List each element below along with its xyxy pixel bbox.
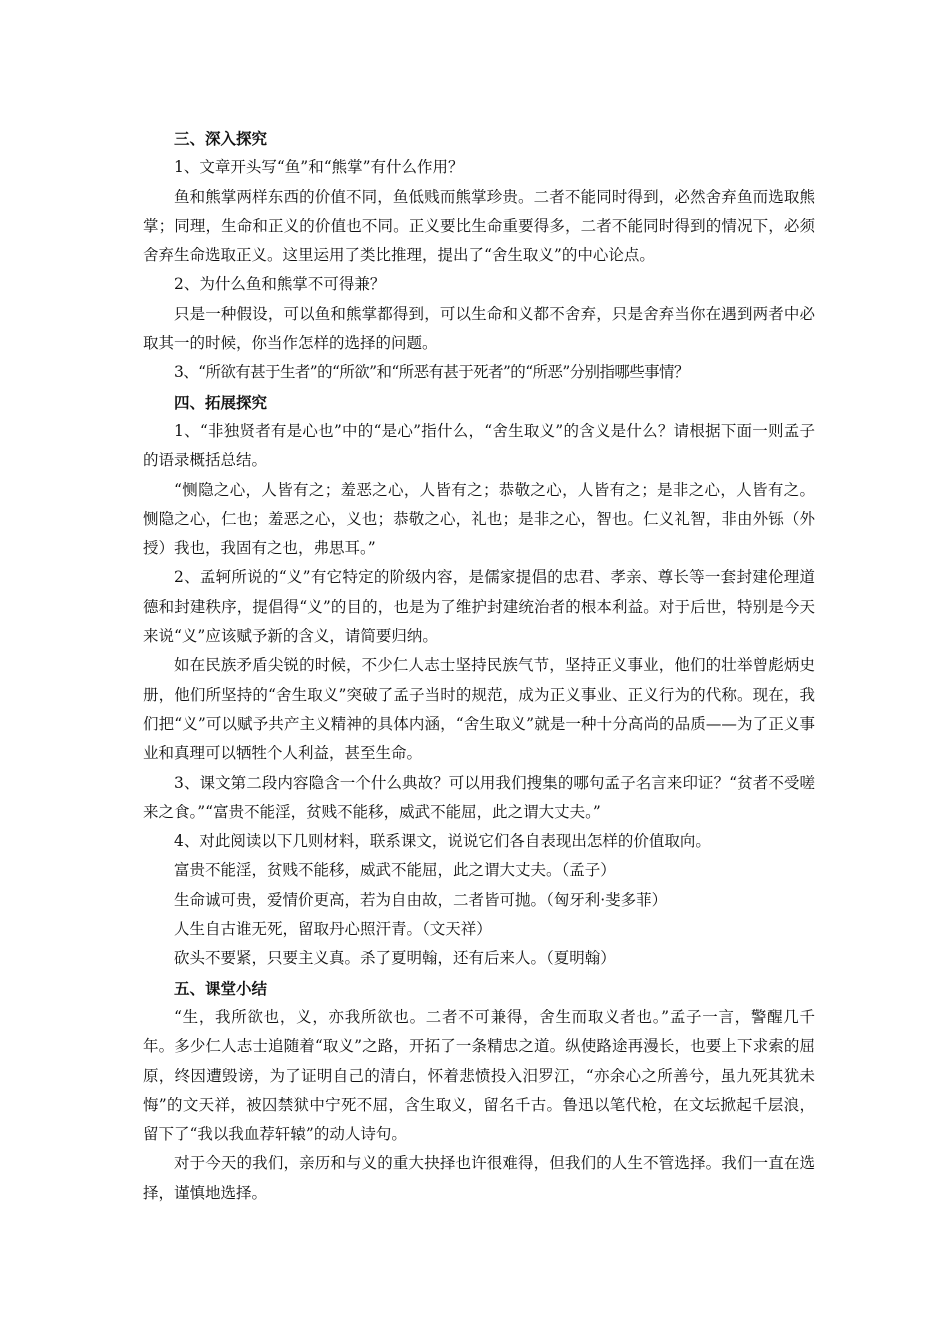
material-3: 人生自古谁无死，留取丹心照汗青。（文天祥） (174, 920, 492, 939)
question-3: 3、“所欲有甚于生者”的“所欲”和“所恶有甚于死者”的“所恶”分别指哪些事情？ (174, 363, 689, 382)
question-4-2: 2、孟轲所说的“义”有它特定的阶级内容，是儒家提倡的忠君、孝亲、尊长等一套封建伦理道德和封建秩序，提倡得“义”的目的，也是为了维护封建统治者的根本利益。对于后世，特别是今天来说“义”应该赋予新的含义，请简要归纳。 (143, 568, 815, 646)
question-4-3: 3、课文第二段内容隐含一个什么典故？可以用我们搜集的哪句孟子名言来印证？“贫者不受嗟来之食。”“富贵不能淫，贫贱不能移，威武不能屈，此之谓大丈夫。” (143, 773, 815, 821)
material-2: 生命诚可贵，爱情价更高，若为自由故，二者皆可抛。（匈牙利·斐多菲） (174, 890, 668, 909)
material-4: 砍头不要紧，只要主义真。杀了夏明翰，还有后来人。（夏明翰） (174, 949, 616, 968)
question-4-1: 1、“非独贤者有是心也”中的“是心”指什么，“舍生取义”的含义是什么？请根据下面一则孟子的语录概括总结。 (143, 421, 815, 470)
question-4-4: 4、对此阅读以下几则材料，联系课文，说说它们各自表现出怎样的价值取向。 (174, 832, 711, 851)
section-heading-5: 五、课堂小结 (174, 978, 268, 998)
mencius-quote: “恻隐之心，人皆有之；羞恶之心，人皆有之；恭敬之心，人皆有之；是非之心，人皆有之。恻隐之心，仁也；羞恶之心，义也；恭敬之心，礼也；是非之心，智也。仁义礼智，非由外铄（外授）我也，我固有之也，弗思耳。” (143, 480, 815, 558)
answer-4-2: 如在民族矛盾尖锐的时候，不少仁人志士坚持民族气节，坚持正义事业，他们的壮举曾彪炳史册，他们所坚持的“舍生取义”突破了孟子当时的规范，成为正义事业、正义行为的代称。现在，我们把“义”可以赋予共产主义精神的具体内涵，“舍生取义”就是一种十分高尚的品质——为了正义事业和真理可以牺牲个人利益，甚至生命。 (143, 656, 815, 763)
answer-2: 只是一种假设，可以鱼和熊掌都得到，可以生命和义都不舍弃，只是舍弃当你在遇到两者中必取其一的时候，你当作怎样的选择的问题。 (143, 304, 815, 353)
material-1: 富贵不能淫，贫贱不能移，威武不能屈，此之谓大丈夫。（孟子） (174, 861, 616, 880)
answer-1: 鱼和熊掌两样东西的价值不同，鱼低贱而熊掌珍贵。二者不能同时得到，必然舍弃鱼而选取熊掌；同理，生命和正义的价值也不同。正义要比生命重要得多，二者不能同时得到的情况下，必须舍弃生命选取正义。这里运用了类比推理，提出了“舍生取义”的中心论点。 (143, 187, 815, 265)
section-heading-4: 四、拓展探究 (174, 392, 268, 412)
section-heading-3: 三、深入探究 (174, 129, 268, 148)
document-body (143, 124, 815, 1208)
summary-paragraph-1: “生，我所欲也，义，亦我所欲也。二者不可兼得，舍生而取义者也。”孟子一言，警醒几千年。多少仁人志士追随着“取义”之路，开拓了一条精忠之道。纵使路途再漫长，也要上下求索的屈原，终因遭毁谤，为了证明自己的清白，怀着悲愤投入汨罗江，“亦余心之所善兮，虽九死其犹未悔”的文天祥，被囚禁狱中宁死不屈，含生取义，留名千古。鲁迅以笔代枪，在文坛掀起千层浪，留下了“我以我血荐轩辕”的动人诗句。 (143, 1007, 815, 1144)
summary-paragraph-2: 对于今天的我们，亲历和与义的重大抉择也许很难得，但我们的人生不管选择。我们一直在选择，谨慎地选择。 (143, 1154, 815, 1202)
question-2: 2、为什么鱼和熊掌不可得兼？ (174, 275, 386, 294)
question-1: 1、文章开头写“鱼”和“熊掌”有什么作用？ (174, 158, 464, 177)
